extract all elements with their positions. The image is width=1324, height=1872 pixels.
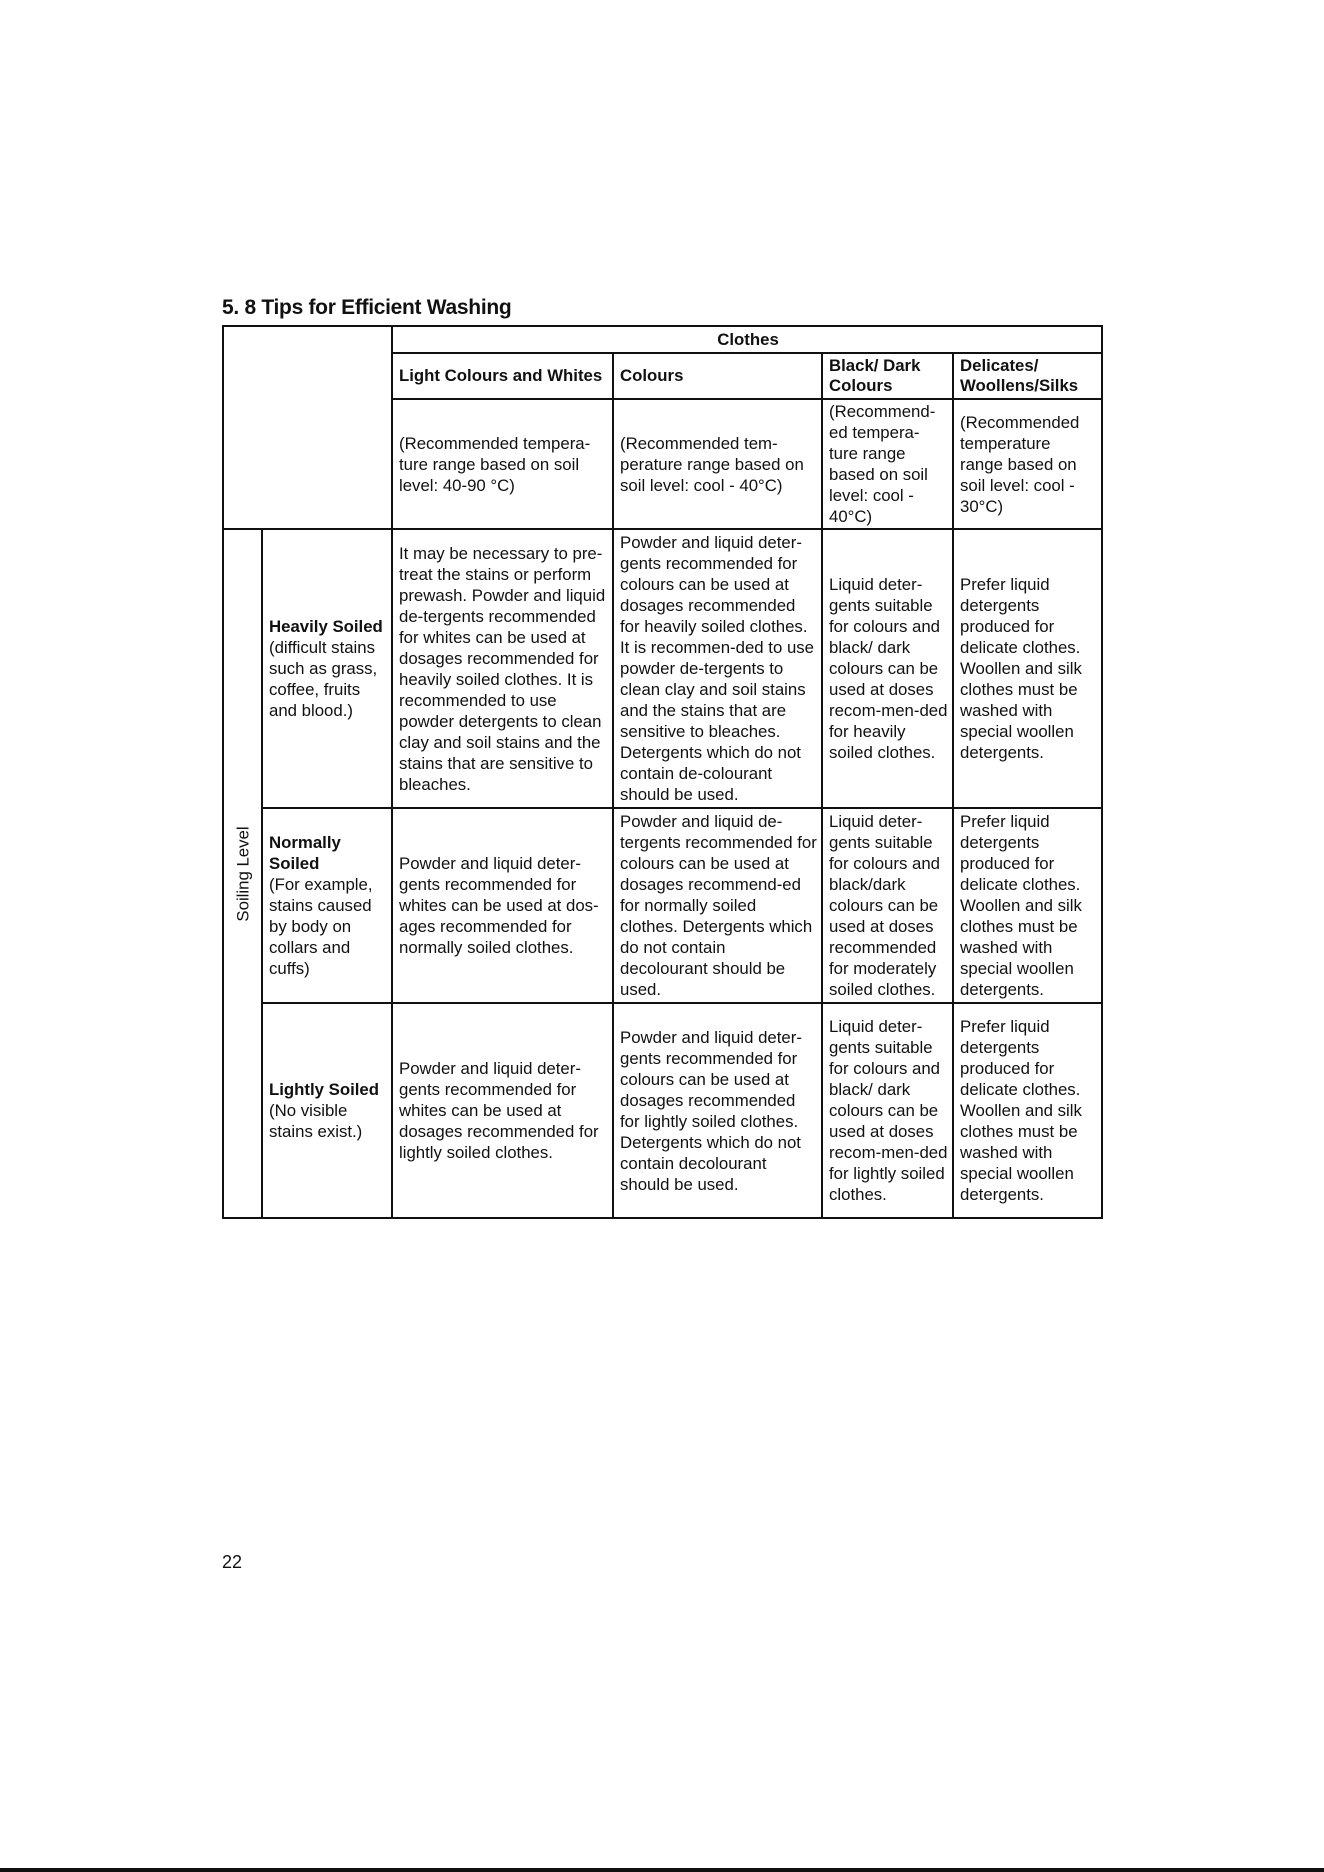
level-cell-heavily-soiled xyxy=(262,529,392,808)
column-header-colours: Colours xyxy=(613,353,822,399)
level-cell-lightly-soiled xyxy=(262,1003,392,1218)
temperature-light-colours: (Recommended tempera-ture range based on soil level: 40-90 °C) xyxy=(392,399,613,529)
section-title: 5. 8 Tips for Efficient Washing xyxy=(222,296,512,319)
page-number: 22 xyxy=(222,1552,243,1572)
cell-normally-delicates: Prefer liquid detergents produced for delicate clothes. Woollen and silk clothes must be washed with special woollen detergents. xyxy=(953,808,1102,1003)
clothes-group-header: Clothes xyxy=(392,326,1102,353)
table-row-lightly-soiled xyxy=(223,1003,1102,1218)
level-name: Lightly Soiled xyxy=(269,1080,380,1099)
column-header-delicates: Delicates/ Woollens/Silks xyxy=(953,353,1102,399)
table-row-normally-soiled xyxy=(223,808,1102,1003)
level-name: Heavily Soiled xyxy=(269,617,383,636)
washing-tips-table xyxy=(222,325,1103,1219)
cell-heavily-light-colours: It may be necessary to pre-treat the stains or perform prewash. Powder and liquid de-tergents recommended for whites can be used at dosages recommended for heavily soiled clothes. It is recommended to use powder detergents to clean clay and soil stains and the stains that are sensitive to bleaches. xyxy=(392,529,613,808)
level-description: (No visible stains exist.) xyxy=(269,1101,363,1141)
cell-lightly-colours: Powder and liquid deter-gents recommended for colours can be used at dosages recommended for lightly soiled clothes. Detergents which do not contain decolourant should be used. xyxy=(613,1003,822,1218)
table-row-heavily-soiled xyxy=(223,529,1102,808)
bottom-rule xyxy=(0,1868,1324,1872)
level-name: Normally Soiled xyxy=(269,833,341,873)
cell-lightly-light-colours: Powder and liquid deter-gents recommended for whites can be used at dosages recommended for lightly soiled clothes. xyxy=(392,1003,613,1218)
table-group-header-row xyxy=(223,326,1102,353)
cell-normally-light-colours: Powder and liquid deter-gents recommended for whites can be used at dos-ages recommended for normally soiled clothes. xyxy=(392,808,613,1003)
soiling-level-axis xyxy=(223,529,262,1218)
level-description: (difficult stains such as grass, coffee, fruits and blood.) xyxy=(269,638,378,720)
cell-normally-colours: Powder and liquid de-tergents recommended for colours can be used at dosages recommend-ed for normally soiled clothes. Detergents which do not contain decolourant should be used. xyxy=(613,808,822,1003)
column-header-dark-colours: Black/ Dark Colours xyxy=(822,353,953,399)
level-description: (For example, stains caused by body on collars and cuffs) xyxy=(269,875,373,978)
temperature-dark-colours: (Recommend-ed tempera-ture range based on soil level: cool - 40°C) xyxy=(822,399,953,529)
temperature-colours: (Recommended tem-perature range based on soil level: cool - 40°C) xyxy=(613,399,822,529)
table-corner-cell xyxy=(223,326,392,529)
cell-heavily-dark-colours: Liquid deter-gents suitable for colours and black/ dark colours can be used at doses recom-men-ded for heavily soiled clothes. xyxy=(822,529,953,808)
cell-heavily-colours: Powder and liquid deter-gents recommended for colours can be used at dosages recommended for heavily soiled clothes. It is recommen-ded to use powder de-tergents to clean clay and soil stains and the stains that are sensitive to bleaches. Detergents which do not contain de-colourant should be used. xyxy=(613,529,822,808)
cell-normally-dark-colours: Liquid deter-gents suitable for colours and black/dark colours can be used at doses recommended for moderately soiled clothes. xyxy=(822,808,953,1003)
soiling-level-label: Soiling Level xyxy=(233,825,252,922)
cell-heavily-delicates: Prefer liquid detergents produced for delicate clothes. Woollen and silk clothes must be washed with special woollen detergents. xyxy=(953,529,1102,808)
level-cell-normally-soiled xyxy=(262,808,392,1003)
cell-lightly-dark-colours: Liquid deter-gents suitable for colours and black/ dark colours can be used at doses recom-men-ded for lightly soiled clothes. xyxy=(822,1003,953,1218)
cell-lightly-delicates: Prefer liquid detergents produced for delicate clothes. Woollen and silk clothes must be washed with special woollen detergents. xyxy=(953,1003,1102,1218)
column-header-light-colours: Light Colours and Whites xyxy=(392,353,613,399)
temperature-delicates: (Recommended temperature range based on soil level: cool - 30°C) xyxy=(953,399,1102,529)
